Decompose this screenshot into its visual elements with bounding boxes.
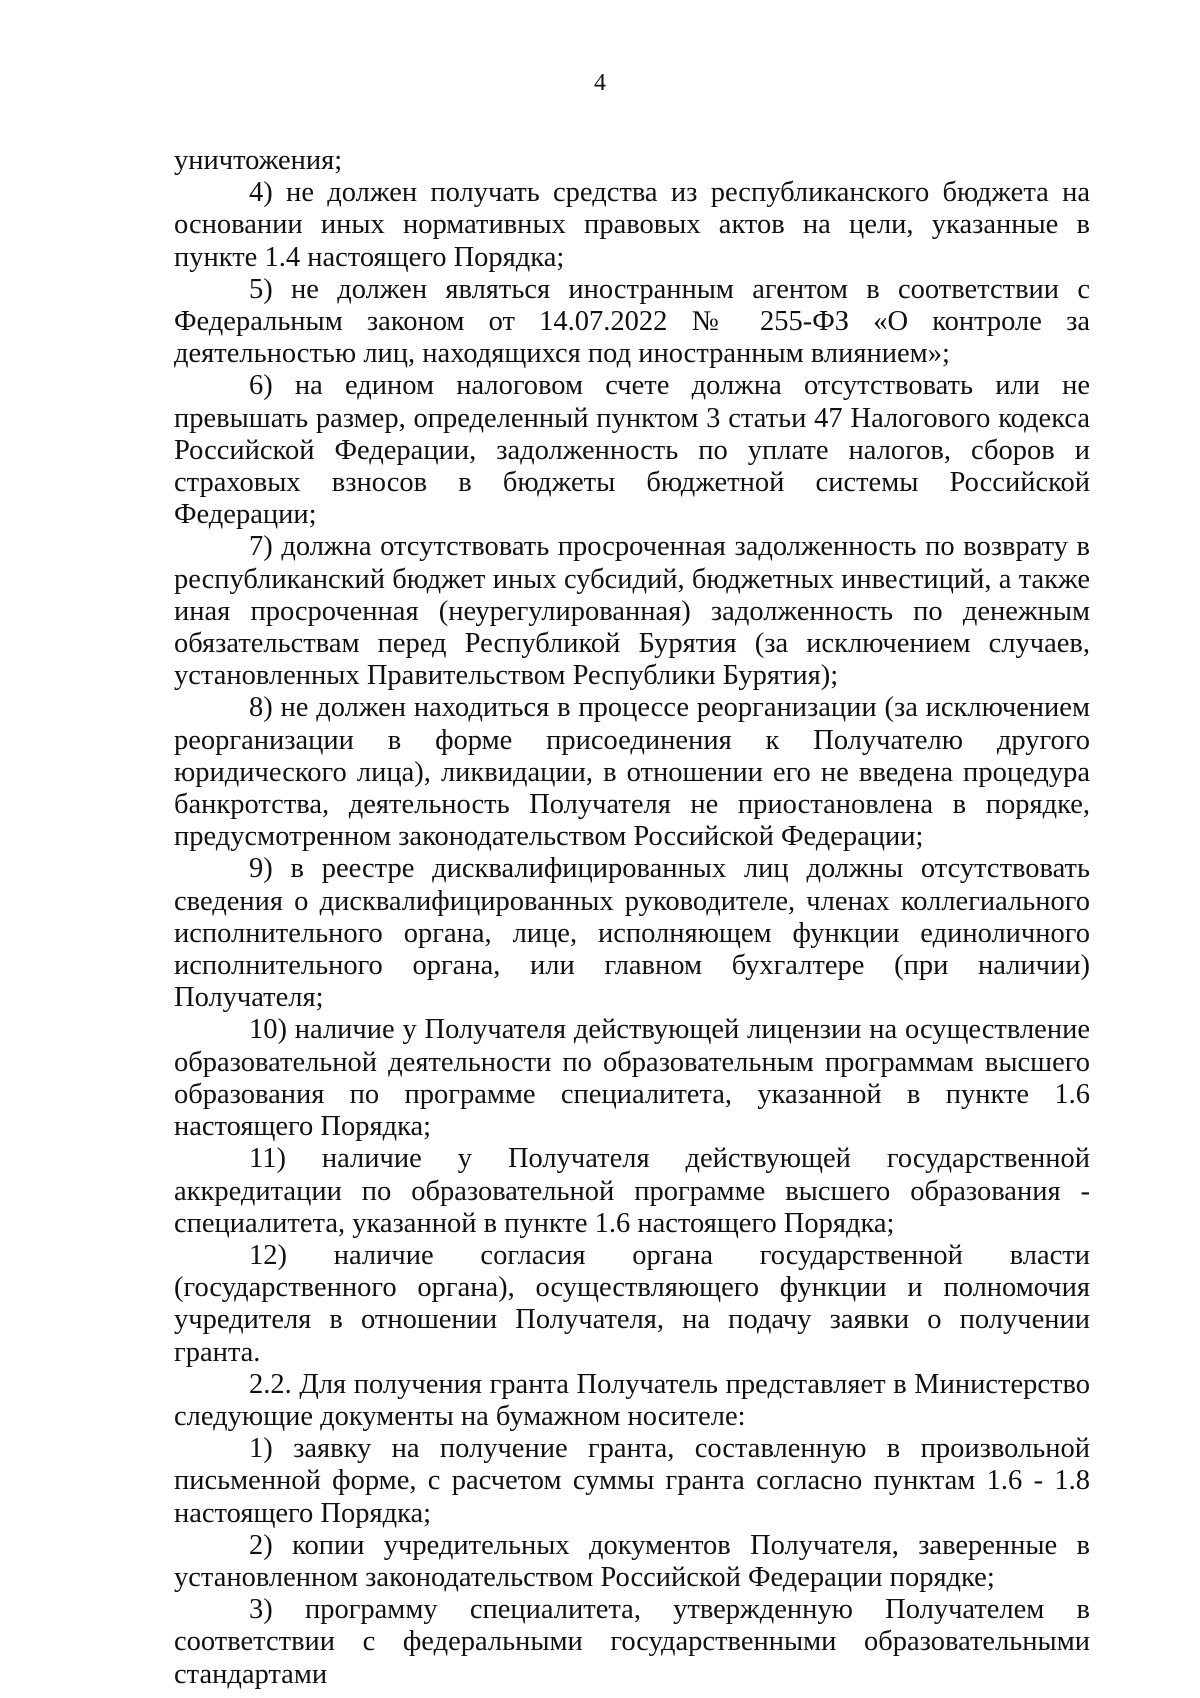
paragraph-item-8: 8) не должен находиться в процессе реорганизации (за исключением реорганизации в форме присоединения к Получателю другого юридического лица), ликвидации, в отношении его не введена процедура банкротства, деятельность Получателя не приостановлена в порядке, предусмотренном законодательством Российской Федерации;: [174, 692, 1090, 853]
paragraph-section-2-2: 2.2. Для получения гранта Получатель представляет в Министерство следующие документы на бумажном носителе:: [174, 1368, 1090, 1432]
paragraph-doc-3: 3) программу специалитета, утвержденную Получателем в соответствии с федеральными государственными образовательными стандартами: [174, 1594, 1090, 1690]
paragraph-item-12: 12) наличие согласия органа государственной власти (государственного органа), осуществляющего функции и полномочия учредителя в отношении Получателя, на подачу заявки о получении гранта.: [174, 1239, 1090, 1368]
paragraph-item-9: 9) в реестре дисквалифицированных лиц должны отсутствовать сведения о дисквалифицированных руководителе, членах коллегиального исполнительного органа, лице, исполняющем функции единоличного исполнительного органа, или главном бухгалтере (при наличии) Получателя;: [174, 853, 1090, 1014]
paragraph-item-11: 11) наличие у Получателя действующей государственной аккредитации по образовательной программе высшего образования - специалитета, указанной в пункте 1.6 настоящего Порядка;: [174, 1143, 1090, 1239]
paragraph-item-10: 10) наличие у Получателя действующей лицензии на осуществление образовательной деятельности по образовательным программам высшего образования по программе специалитета, указанной в пункте 1.6 настоящего Порядка;: [174, 1014, 1090, 1143]
paragraph-item-7: 7) должна отсутствовать просроченная задолженность по возврату в республиканский бюджет иных субсидий, бюджетных инвестиций, а также иная просроченная (неурегулированная) задолженность по денежным обязательствам перед Республикой Бурятия (за исключением случаев, установленных Правительством Республики Бурятия);: [174, 531, 1090, 692]
paragraph-continuation: уничтожения;: [174, 145, 343, 176]
paragraph-item-6: 6) на едином налоговом счете должна отсутствовать или не превышать размер, определенный пунктом 3 статьи 47 Налогового кодекса Российской Федерации, задолженность по уплате налогов, сборов и страховых взносов в бюджеты бюджетной системы Российской Федерации;: [174, 370, 1090, 531]
paragraph-doc-1: 1) заявку на получение гранта, составленную в произвольной письменной форме, с расчетом суммы гранта согласно пунктам 1.6 - 1.8 настоящего Порядка;: [174, 1433, 1090, 1529]
paragraph-doc-2: 2) копии учредительных документов Получателя, заверенные в установленном законодательством Российской Федерации порядке;: [174, 1529, 1090, 1593]
paragraph-item-4: 4) не должен получать средства из республиканского бюджета на основании иных нормативных правовых актов на цели, указанные в пункте 1.4 настоящего Порядка;: [174, 177, 1090, 273]
document-body: [174, 145, 1090, 1691]
page-number: 4: [594, 70, 606, 96]
paragraph-item-5: 5) не должен являться иностранным агентом в соответствии с Федеральным законом от 14.07.2022 № 255-ФЗ «О контроле за деятельностью лиц, находящихся под иностранным влиянием»;: [174, 273, 1090, 370]
